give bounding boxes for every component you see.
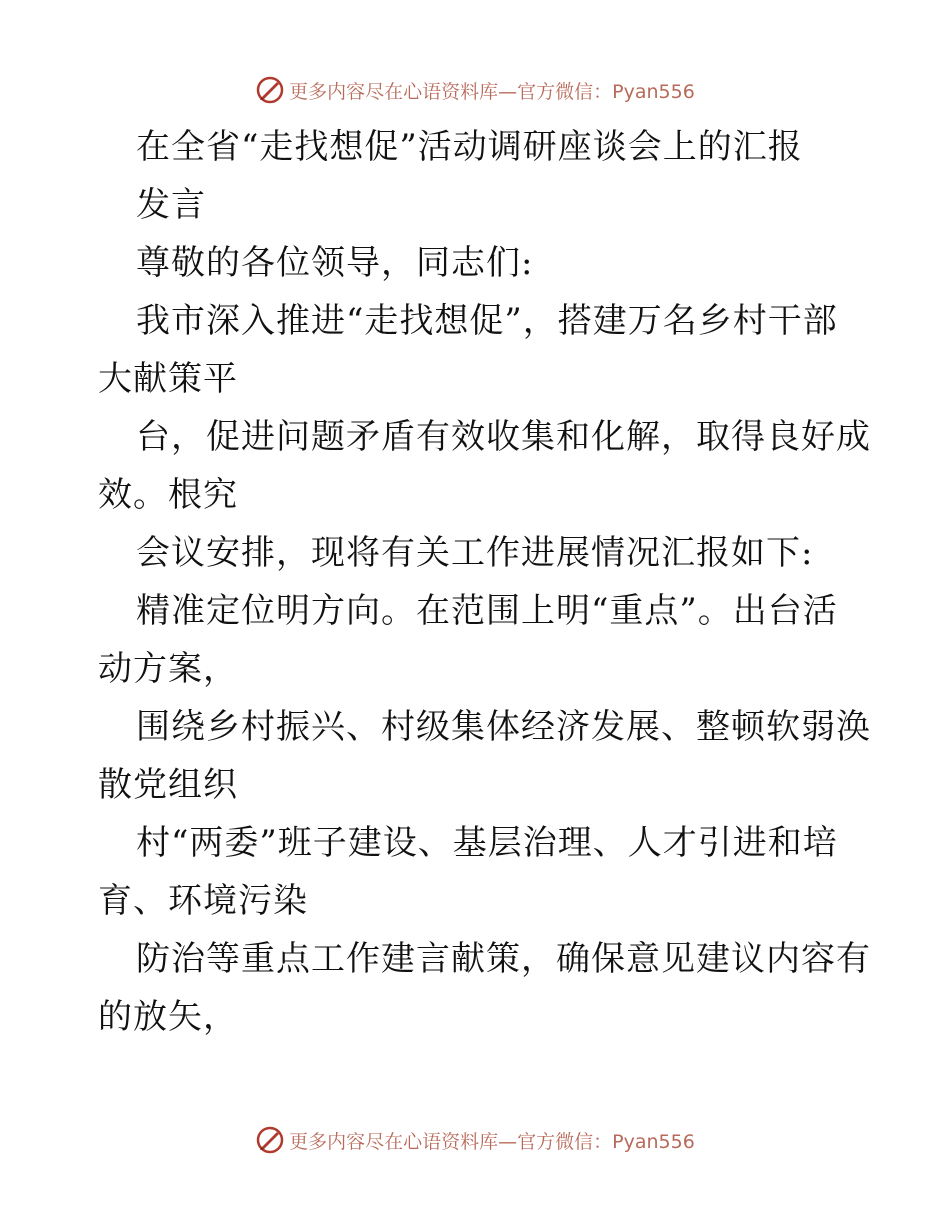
header-watermark-banner (0, 72, 950, 108)
paragraph-line: 村“两委”班子建设、基层治理、人才引进和培 (136, 823, 838, 863)
watermark-text: 更多内容尽在心语资料库—官方微信：Pyan556 (289, 80, 695, 103)
paragraph-line: 防治等重点工作建言献策，确保意见建议内容有 (136, 939, 871, 979)
paragraph-line: 围绕乡村振兴、村级集体经济发展、整顿软弱涣 (136, 707, 871, 747)
salutation: 尊敬的各位领导，同志们: (136, 243, 534, 283)
paragraph-line: 散党组织 (98, 765, 238, 805)
pen-logo-icon (255, 1125, 285, 1155)
paragraph-line: 大献策平 (98, 359, 238, 399)
watermark-text: 更多内容尽在心语资料库—官方微信：Pyan556 (289, 1130, 695, 1153)
paragraph-line: 的放矢， (98, 997, 238, 1037)
paragraph-line: 动方案， (98, 649, 238, 689)
paragraph-line: 台，促进问题矛盾有效收集和化解，取得良好成 (136, 417, 871, 457)
paragraph-line: 我市深入推进“走找想促”，搭建万名乡村干部 (136, 301, 838, 341)
document-title-line-1: 在全省“走找想促”活动调研座谈会上的汇报 (136, 127, 803, 167)
pen-logo-icon (255, 75, 285, 105)
paragraph-line: 效。根究 (98, 475, 238, 515)
paragraph-line: 精准定位明方向。在范围上明“重点”。出台活 (136, 591, 838, 631)
document-title-line-2: 发言 (136, 185, 206, 225)
paragraph-line: 会议安排，现将有关工作进展情况汇报如下: (136, 533, 814, 573)
document-body (98, 118, 871, 1046)
paragraph-line: 育、环境污染 (98, 881, 308, 921)
footer-watermark-banner (0, 1122, 950, 1158)
